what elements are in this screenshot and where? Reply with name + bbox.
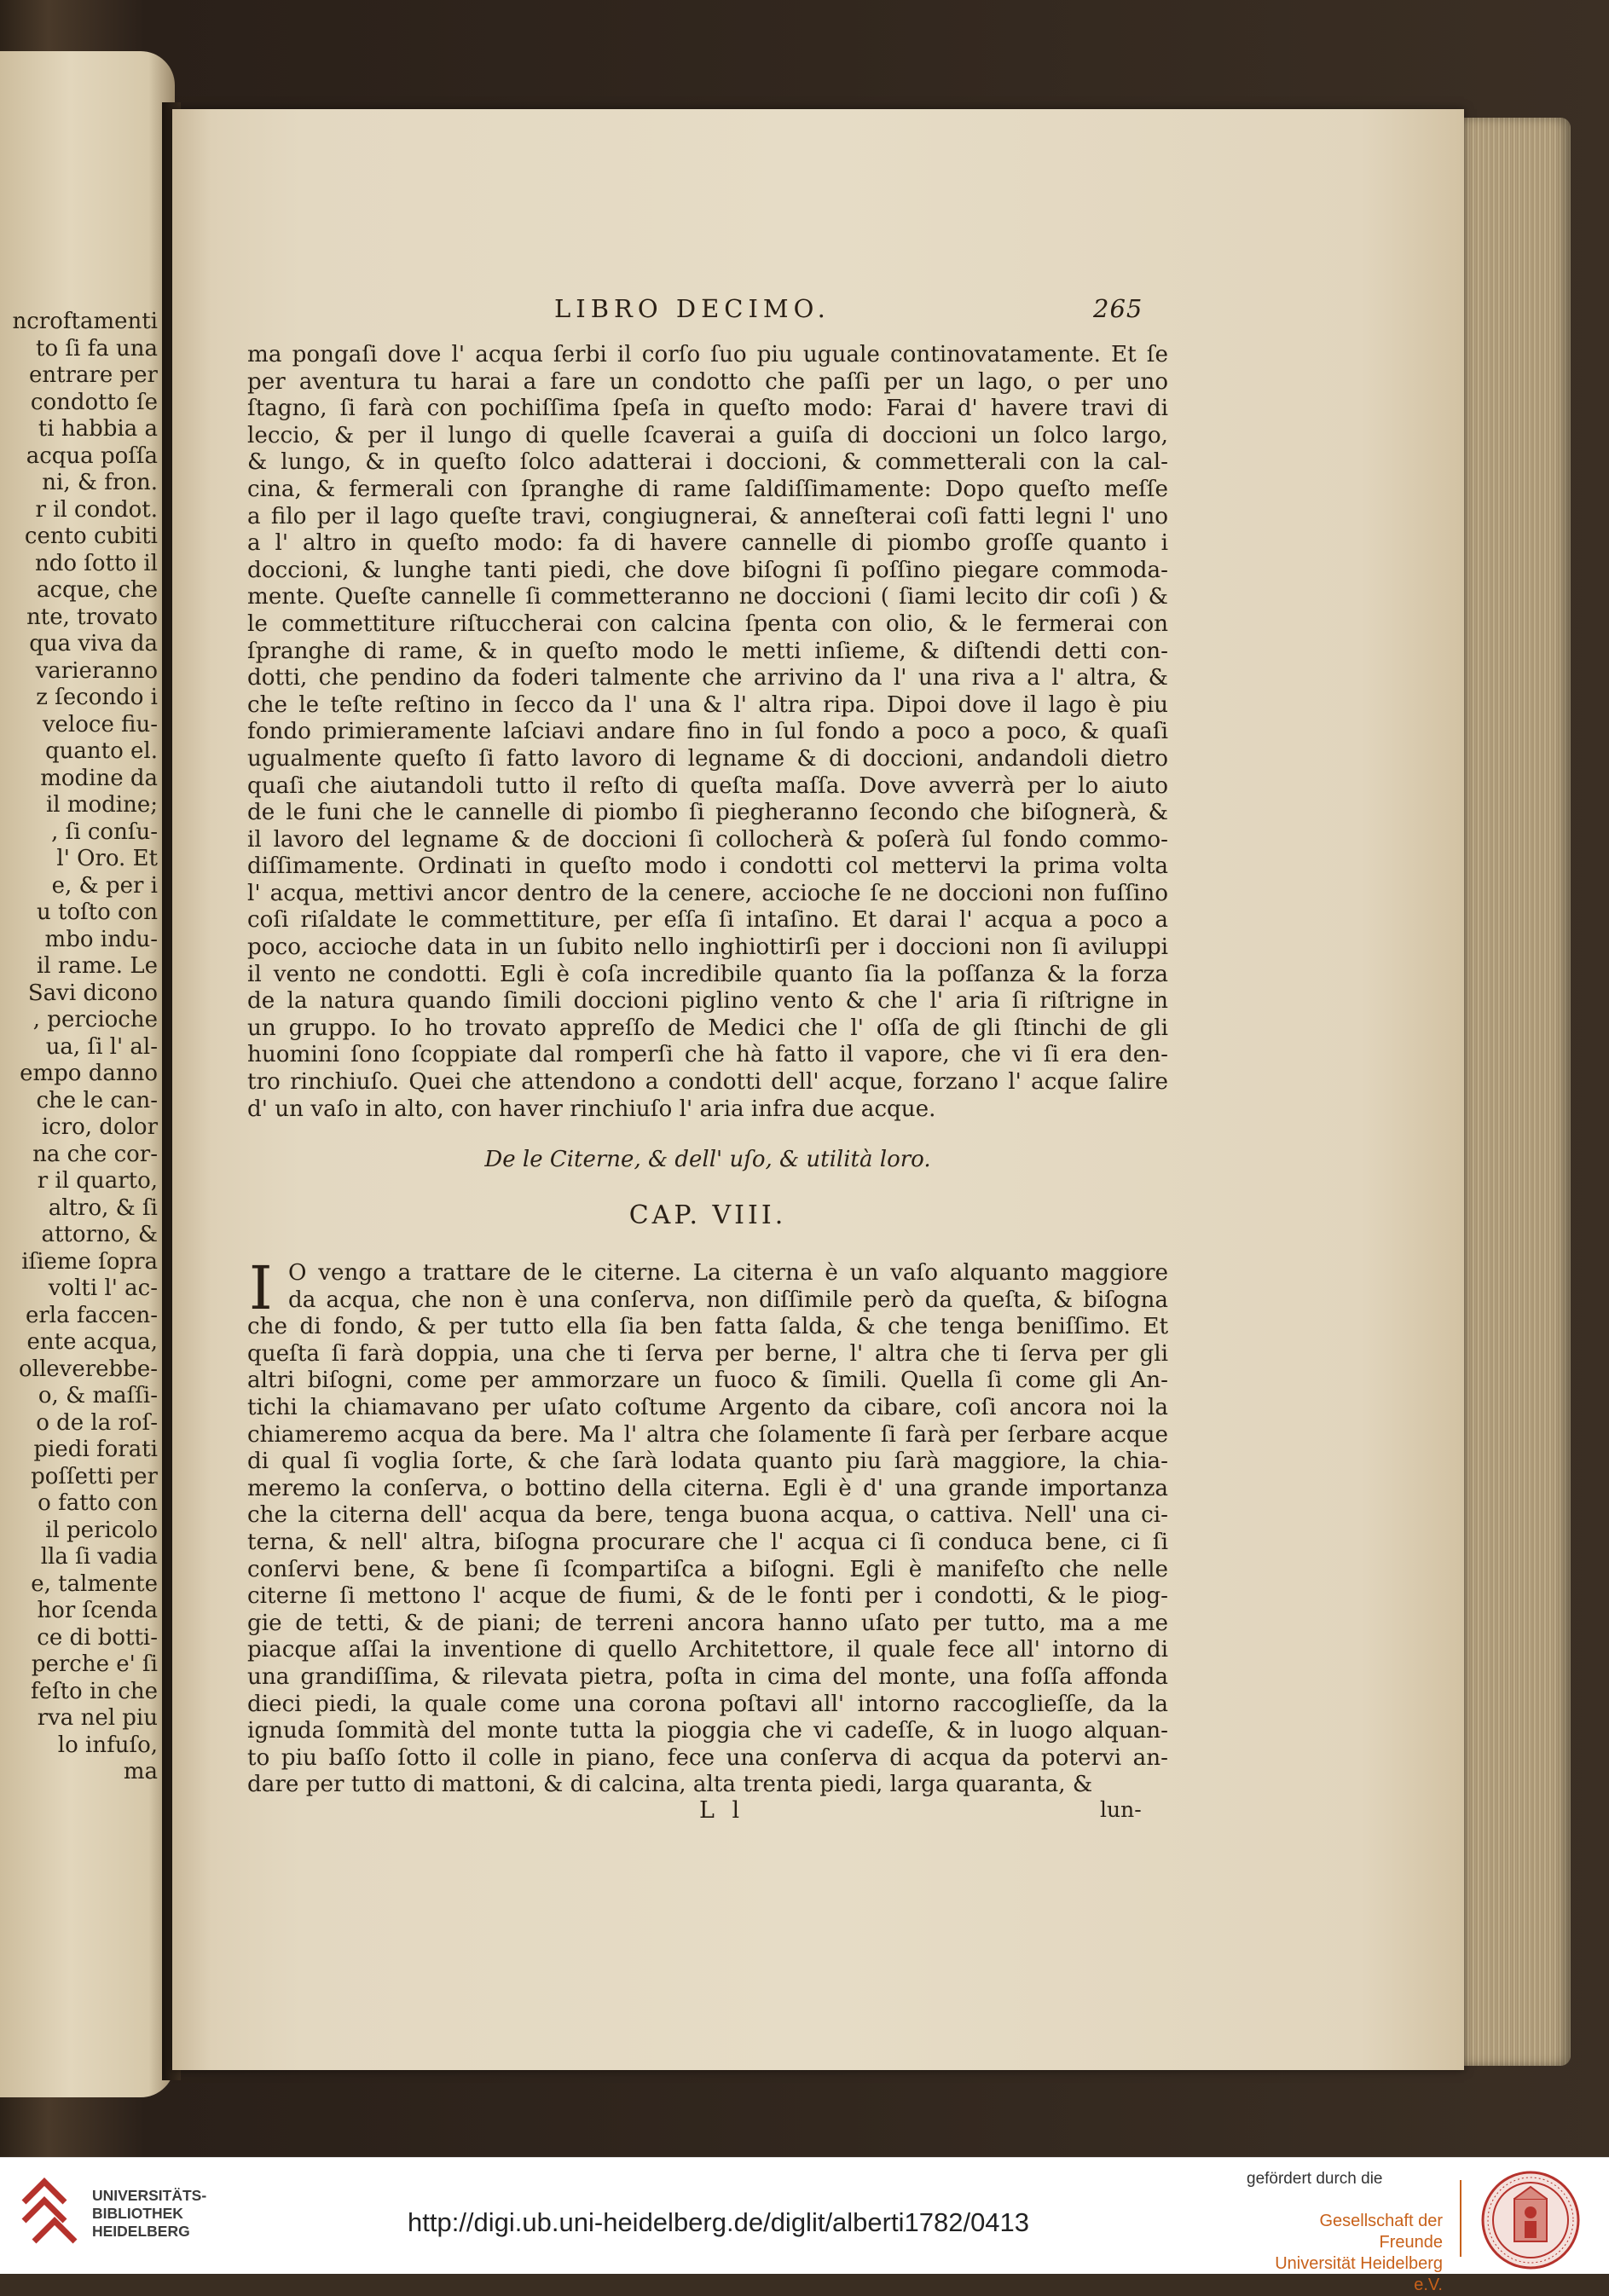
text-line: che di fondo, & per tutto ella ſia ben fatta ſalda, & che tenga beniſſimo. Et xyxy=(247,1314,1168,1340)
left-page-line: to ſi fa una xyxy=(36,335,158,361)
left-page-line: ncroftamenti xyxy=(12,309,158,334)
left-page-line: e, & per i xyxy=(51,872,158,899)
left-page-line: iſieme ſopra xyxy=(21,1248,158,1275)
left-page-fragment xyxy=(0,51,175,2097)
catchword: lun- xyxy=(1100,1797,1142,1822)
text-line: poco, accioche data in un ſubito nello inghiottirſi per i doccioni non ſi aviluppi xyxy=(247,934,1168,961)
left-page-line: z ſecondo i xyxy=(36,685,158,710)
left-page-line: lo infuſo, xyxy=(57,1732,158,1758)
left-page-line: ua, ſi l' al- xyxy=(45,1033,158,1060)
text-line: cina, & fermerali con ſpranghe di rame ſaldiſſimamente: Dopo queſto meſſe xyxy=(247,476,1168,502)
text-line: gie de tetti, & de piani; de terreni ancora hanno uſato per tutto, ma a me xyxy=(247,1610,1168,1636)
text-line: huomini ſono ſcoppiate dal romperſi che hà fatto il vapore, che vi ſi era den- xyxy=(247,1042,1168,1068)
left-page-line: entrare per xyxy=(28,362,158,388)
left-page-line: volti l' ac- xyxy=(48,1275,158,1301)
text-line: che le teſte reſtino in ſecco da l' una & l' altra ripa. Dipoi dove il lago è piu xyxy=(247,691,1168,718)
text-line: tro rinchiuſo. Quei che attendono a condotti dell' acque, forzano l' acque ſalire xyxy=(247,1069,1168,1096)
left-page-line: olleverebbe- xyxy=(18,1356,158,1382)
text-line: per aventura tu harai a fare un condotto che paſſi per un lago, o per uno xyxy=(247,368,1168,395)
text-line: il vento ne condotti. Egli è coſa incredibile quanto ſia la poſſanza & la forza xyxy=(247,961,1168,987)
left-page-line: ndo ſotto il xyxy=(34,550,158,576)
left-page-line: hor ſcenda xyxy=(37,1598,158,1623)
left-page-line: qua viva da xyxy=(29,631,158,656)
text-line: diſſimamente. Ordinati in queſto modo i condotti col mettervi la prima volta xyxy=(247,853,1168,880)
left-page-line: lla ſi vadia xyxy=(40,1544,158,1570)
left-page-line: poſſetti per xyxy=(31,1463,158,1489)
text-line: ugualmente queſto ſi fatto lavoro di legname & di doccioni, andandoli dietro xyxy=(247,745,1168,772)
page-number: 265 xyxy=(1093,294,1143,323)
left-page-line: erla faccen- xyxy=(25,1302,158,1328)
text-line: una grandiſſima, & rilevata pietra, poſta in cima del monte, una foſſa affonda xyxy=(247,1663,1168,1690)
left-page-line: ni, & fron. xyxy=(42,470,158,495)
left-page-line: icro, dolor xyxy=(41,1114,158,1140)
left-page-line: empo danno xyxy=(20,1061,158,1086)
text-line: to piu baſſo ſotto il colle in piano, fece una conſerva di acqua da potervi an- xyxy=(247,1744,1168,1771)
chapter-heading: CAP. VIII. xyxy=(628,1200,787,1230)
left-page-line: nte, trovato xyxy=(26,604,158,630)
text-line: l' acqua, mettivi ancor dentro de la cenere, accioche ſe ne doccioni non fuſſino xyxy=(247,880,1168,906)
left-page-line: , ſi conſu- xyxy=(51,818,158,845)
left-page-line: o de la roſ- xyxy=(36,1409,158,1436)
running-title: LIBRO DECIMO. xyxy=(554,294,831,323)
text-line: un gruppo. Io ho trovato appreſſo de Medici che l' oſſa de gli ſtinchi de gli xyxy=(247,1015,1168,1041)
left-page-line: ente acqua, xyxy=(26,1329,158,1355)
text-line: ſpranghe di rame, & in queſto modo le metti inſieme, & diſtendi detti con- xyxy=(247,638,1168,664)
text-line: ignuda ſommità del monte tutta la pioggia che vi cadeſſe, & in luogo alquan- xyxy=(247,1718,1168,1744)
sponsor-label: gefördert durch die xyxy=(1247,2170,1383,2188)
text-line: mente. Queſte cannelle ſi commetteranno ne doccioni ( ſiami lecito dir coſi ) & xyxy=(247,584,1168,610)
text-line: conſervi bene, & bene ſi ſcompartiſca a biſogni. Egli è manifeſto che nelle xyxy=(247,1556,1168,1582)
left-page-line: e, talmente xyxy=(31,1570,158,1597)
left-page-line: u toſto con xyxy=(36,899,158,925)
university-seal-icon xyxy=(1480,2170,1581,2270)
left-page-line: , percioche xyxy=(32,1007,158,1032)
left-page-line: varieranno xyxy=(35,657,158,684)
left-page-line: attorno, & xyxy=(41,1222,158,1247)
left-page-line: rva nel piu xyxy=(37,1705,158,1731)
left-page-line: modine da xyxy=(40,765,158,791)
sponsor-name[interactable]: Gesellschaft der Freunde Universität Heidelberg e.V. xyxy=(1275,2212,1443,2294)
left-page-line: l' Oro. Et xyxy=(56,846,158,871)
left-page-line: o fatto con xyxy=(38,1490,158,1516)
text-line: ſtagno, ſi farà con pochiſſima ſpeſa in queſto modo: Farai d' havere travi di xyxy=(247,396,1168,422)
page-block-edge xyxy=(1460,118,1571,2066)
paragraph-1 xyxy=(247,342,1168,1123)
permalink-url[interactable]: http://digi.ub.uni-heidelberg.de/diglit/alberti1782/0413 xyxy=(408,2207,1030,2237)
library-name: UNIVERSITÄTS- BIBLIOTHEK HEIDELBERG xyxy=(92,2187,207,2240)
left-page-line: r il quarto, xyxy=(37,1168,158,1194)
left-page-line: altro, & ſi xyxy=(48,1194,158,1221)
text-line: di qual ſi voglia ſorte, & che ſarà lodata quanto piu ſarà maggiore, la chia- xyxy=(247,1449,1168,1475)
text-line: da acqua, che non è una conſerva, non diſſimile però da queſta, & biſogna xyxy=(288,1287,1168,1313)
left-page-line: ce di botti- xyxy=(37,1624,158,1651)
text-line: dieci piedi, la quale come una corona poſtavi all' intorno raccoglieſſe, da la xyxy=(247,1691,1168,1717)
text-line: a l' altro in queſto modo: fa di havere cannelle di piombo groſſe quanto i xyxy=(247,530,1168,557)
left-page-line: che le can- xyxy=(36,1087,158,1113)
drop-cap: I xyxy=(249,1253,273,1323)
left-page-line: acqua poſſa xyxy=(26,442,158,469)
text-line: ma pongaſi dove l' acqua ſerbi il corſo ſuo piu uguale continovatamente. Et ſe xyxy=(247,342,1168,367)
text-line: d' un vaſo in alto, con haver rinchiuſo l' aria infra due acque. xyxy=(247,1096,936,1122)
text-line: citerne ſi mettono l' acque de fiumi, & de le fonti per i condotti, & le piog- xyxy=(247,1583,1168,1610)
text-line: de le funi che le cannelle di piombo ſi piegheranno ſecondo che biſognerà, & xyxy=(247,800,1168,826)
text-line: & lungo, & in queſto ſolco adatterai i doccioni, & commetterali con la cal- xyxy=(247,449,1168,476)
left-page-line: veloce fiu- xyxy=(42,711,158,737)
left-page-line: cento cubiti xyxy=(24,523,158,549)
text-line: fondo primieramente laſciavi andare fino in ſul fondo a poco a poco, & quaſi xyxy=(247,719,1168,745)
left-page-line: quanto el. xyxy=(45,738,158,764)
text-line: meremo la conſerva, o bottino della citerna. Egli è d' una grande importanza xyxy=(247,1475,1168,1501)
left-page-line: feſto in che xyxy=(30,1678,158,1704)
signature-mark: L l xyxy=(699,1797,745,1824)
text-line: doccioni, & lunghe tanti piedi, che dove biſogni ſi poſſino piegare commoda- xyxy=(247,557,1168,583)
ub-heidelberg-logo-icon[interactable] xyxy=(19,2177,80,2253)
left-page-line: r il condot. xyxy=(35,496,158,523)
left-page-line: ti habbia a xyxy=(38,416,158,442)
left-page-line: il rame. Le xyxy=(36,953,158,979)
text-line: dare per tutto di mattoni, & di calcina, alta trenta piedi, larga quaranta, & xyxy=(247,1772,1093,1798)
text-line: a filo per il lago queſte travi, congiugnerai, & anneſterai coſi fatti legni l' uno xyxy=(247,503,1168,529)
footer-bar xyxy=(0,2157,1609,2294)
text-line: tichi la chiamavano per uſato coſtume Argento da cibare, coſi ancora noi la xyxy=(247,1394,1168,1420)
text-line: O vengo a trattare de le citerne. La citerna è un vaſo alquanto maggiore xyxy=(288,1260,1168,1286)
section-heading: De le Citerne, & dell' uſo, & utilità loro. xyxy=(484,1147,931,1172)
left-page-line: perche e' ſi xyxy=(31,1651,158,1677)
text-line: le commettiture riſtuccherai con calcina ſpenta con olio, & le fermerai con xyxy=(247,610,1168,637)
sponsor-divider xyxy=(1460,2180,1461,2257)
left-page-line: Savi dicono xyxy=(27,980,158,1006)
text-line: altri biſogni, come per ammorzare un fuoco & ſimili. Quella ſi come gli An- xyxy=(247,1368,1168,1394)
text-line: quaſi che aiutandoli tutto il reſto di queſta maſſa. Dove avverrà per lo aiuto xyxy=(247,772,1168,799)
left-page-line: condotto ſe xyxy=(30,389,158,415)
text-line: chiameremo acqua da bere. Ma l' altra che ſolamente ſi farà per ſerbare acque xyxy=(247,1421,1168,1448)
text-line: de la natura quando ſimili doccioni piglino vento & che l' aria ſi riſtrigne in xyxy=(247,988,1168,1015)
text-line: leccio, & per il lungo di quelle ſcaverai a guiſa di doccioni un ſolco largo, xyxy=(247,422,1168,448)
text-line: piacque aſſai la inventione di quello Architettore, il quale fece all' intorno di xyxy=(247,1637,1168,1663)
text-line: che la citerna dell' acqua da bere, tenga buona acqua, o cattiva. Nell' una ci- xyxy=(247,1502,1168,1529)
text-line: coſi riſaldate le commettiture, per eſſa ſi intaſino. Et darai l' acqua a poco a xyxy=(247,907,1168,934)
left-page-line: acque, che xyxy=(36,577,158,603)
left-page-line: il modine; xyxy=(45,792,158,818)
paragraph-2 xyxy=(247,1260,1168,1799)
text-line: il lavoro del legname & de doccioni ſi collocherà & poſerà ſul fondo commo- xyxy=(247,826,1168,853)
left-page-line: o, & maſſi- xyxy=(38,1383,158,1408)
text-line: terna, & nell' altra, biſogna procurare che l' acqua ci ſi conduca bene, ci ſi xyxy=(247,1529,1168,1555)
left-page-line: mbo indu- xyxy=(44,926,158,952)
text-line: queſta ſi farà doppia, una che ti ſerva per berne, l' altra che ti ſerva per gli xyxy=(247,1340,1168,1367)
text-line: dotti, che pendino da foderi talmente che arrivino da l' una riva a l' altra, & xyxy=(247,665,1168,691)
left-page-line: il pericolo xyxy=(45,1517,158,1543)
left-page-line: piedi forati xyxy=(33,1437,158,1462)
left-page-line: na che cor- xyxy=(32,1141,158,1167)
left-page-line: ma xyxy=(123,1759,158,1784)
